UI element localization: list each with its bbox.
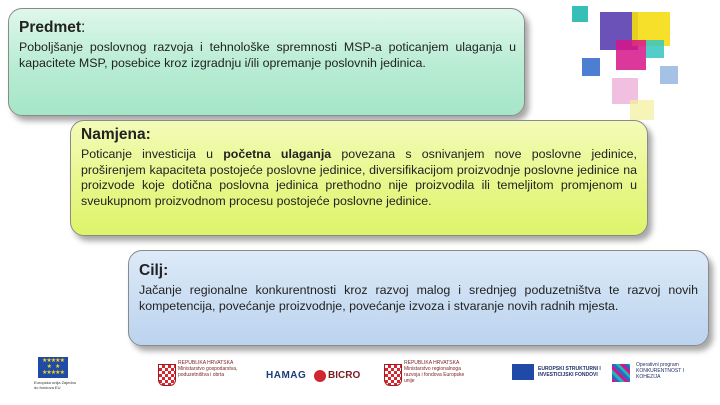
cilj-box bbox=[128, 250, 709, 346]
hamag-logo: HAMAG bbox=[266, 370, 307, 381]
opkk-icon bbox=[612, 364, 630, 382]
predmet-text: Poboljšanje poslovnog razvoja i tehnološke spremnosti MSP-a poticanjem ulaganja u kapacitete MSP, posebice kroz izgradnju i/ili opremanje poslovnih jedinica. bbox=[19, 40, 516, 70]
decor-square-magenta bbox=[616, 40, 646, 70]
decor-square-yellow-pale bbox=[630, 100, 654, 120]
namjena-heading: Namjena: bbox=[81, 126, 151, 143]
ministry-regional-logo: REPUBLIKA HRVATSKA Ministarstvo regionalnoga razvoja i fondova Europske unije bbox=[404, 360, 465, 384]
predmet-heading: Predmet: bbox=[19, 19, 86, 36]
cilj-text: Jačanje regionalne konkurentnosti kroz razvoj malog i srednjeg poduzetništva te razvoj novih kompetencija, povećanje proizvodnje, povećanje izvoza i stvaranje novih radnih mjesta. bbox=[139, 283, 698, 313]
predmet-box bbox=[8, 8, 525, 116]
opkk-logo: Operativni program KONKURENTNOST I KOHEZIJA bbox=[636, 362, 684, 380]
namjena-text: Poticanje investicija u početna ulaganja povezana s osnivanjem nove poslovne jedinice, proširenjem kapaciteta postojeće poslovne jedinice, diversifikacijom proizvodnje poslovne jedinice na proizvode koje dotična poslovna jedinica prethodno nije proizvodila ili temeljitom promjenom u sveukupnom proizvodnom procesu postojeće poslovne jedinice. bbox=[81, 147, 637, 208]
croatia-shield-icon bbox=[158, 364, 176, 386]
esif-logo: EUROPSKI STRUKTURNI I INVESTICIJSKI FONDOVI bbox=[538, 366, 601, 378]
namjena-emphasis: početna ulaganja bbox=[223, 147, 332, 161]
eu-caption: Europska unija Zajedno do fondova EU bbox=[34, 380, 77, 390]
namjena-box bbox=[70, 120, 648, 236]
decor-square-teal-small bbox=[572, 6, 588, 22]
eu-flag-icon: ★★★★★ ★ ★ ★★★★★ bbox=[38, 357, 68, 378]
bicro-dot-icon bbox=[314, 370, 326, 382]
decor-square-blue bbox=[582, 58, 600, 76]
ministry-economy-logo: REPUBLIKA HRVATSKA Ministarstvo gospodarstva, poduzetništva i obrta bbox=[178, 360, 238, 378]
decor-square-teal bbox=[646, 40, 664, 58]
cilj-heading: Cilj: bbox=[139, 262, 169, 279]
logo-strip bbox=[0, 348, 720, 405]
decor-square-lightblue bbox=[660, 66, 678, 84]
croatia-shield-icon-2 bbox=[384, 364, 402, 386]
bicro-logo: BICRO bbox=[328, 370, 361, 381]
eu-flag-small-icon bbox=[512, 364, 534, 380]
